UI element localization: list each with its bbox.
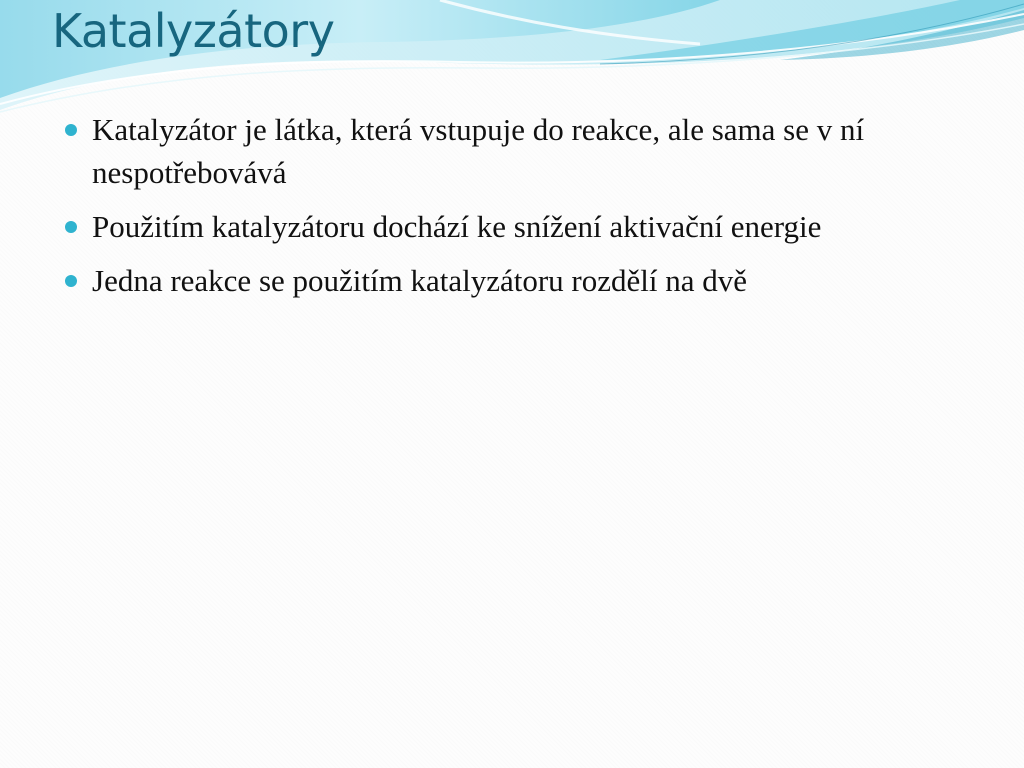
bullet-list [62, 108, 982, 313]
bullet-text: Jedna reakce se použitím katalyzátoru rozdělí na dvě [92, 263, 748, 298]
list-item [62, 259, 982, 302]
list-item [62, 108, 982, 194]
bullet-icon [65, 124, 77, 136]
bullet-text: Katalyzátor je látka, která vstupuje do reakce, ale sama se v ní nespotřebovává [92, 112, 865, 190]
list-item [62, 205, 982, 248]
bullet-text: Použitím katalyzátoru dochází ke snížení aktivační energie [92, 209, 822, 244]
slide-title: Katalyzátory [52, 4, 335, 58]
bullet-icon [65, 275, 77, 287]
bullet-icon [65, 221, 77, 233]
